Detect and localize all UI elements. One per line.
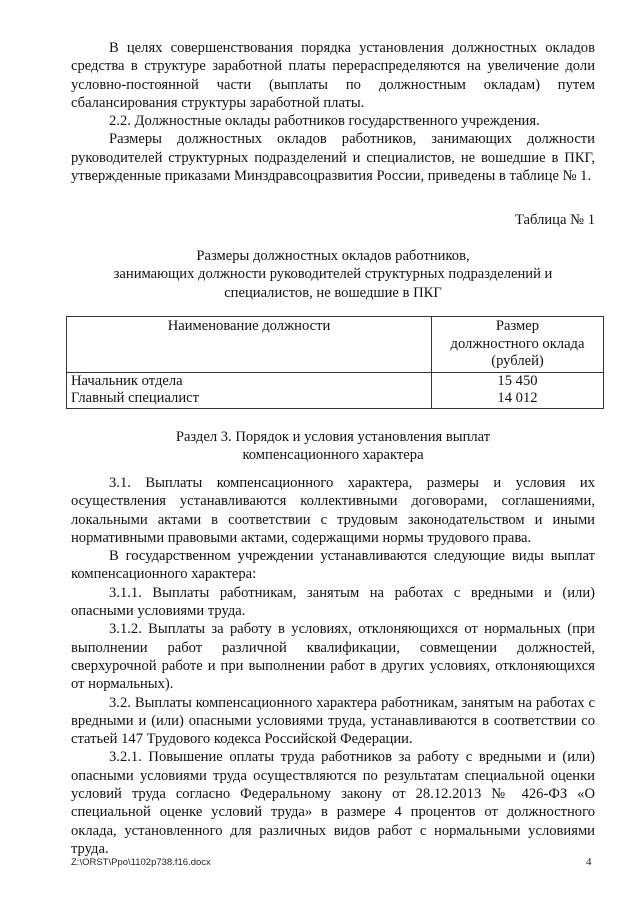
table-title-line-2: занимающих должности руководителей структурных подразделений и <box>113 266 553 283</box>
intro-paragraph-2: 2.2. Должностные оклады работников государственного учреждения. <box>109 113 540 130</box>
section-title-line-2: компенсационного характера <box>242 447 424 464</box>
paragraph-compensation-types: В государственном учреждении устанавливаются следующие виды выплат компенсационного характера: <box>71 548 595 583</box>
table-number-label: Таблица № 1 <box>515 212 595 228</box>
header-salary-line-2: должностного оклада <box>450 335 585 352</box>
section-3-body <box>71 474 595 858</box>
section-3-heading <box>71 428 595 465</box>
intro-paragraph-3: Размеры должностных окладов работников, занимающих должности руководителей структурных подразделений и специалистов, не вошедшие в ПКГ, утвержденные приказами Минздравсоцразвития России, приведены в таблице № 1. <box>71 131 595 185</box>
table-cell-salary: 15 450 <box>432 372 604 390</box>
table-row <box>67 372 604 390</box>
table-cell-salary: 14 012 <box>432 390 604 408</box>
page-number: 4 <box>586 856 592 868</box>
section-title-line-1: Раздел 3. Порядок и условия установления выплат <box>175 429 491 445</box>
header-salary <box>432 317 604 373</box>
table-cell-position: Начальник отдела <box>67 372 432 390</box>
header-position: Наименование должности <box>67 317 432 373</box>
table-title-line-1: Размеры должностных окладов работников, <box>196 248 470 264</box>
header-salary-line-1: Размер <box>495 318 540 334</box>
paragraph-3-2: 3.2. Выплаты компенсационного характера работникам, занятым на работах с вредными и (или) опасными условиями труда, устанавливаются в соответствии со статьей 147 Трудового кодекса Российской Федерации. <box>71 694 595 748</box>
paragraph-3-1-1: 3.1.1. Выплаты работникам, занятым на работах с вредными и (или) опасными условиями труда. <box>71 584 595 620</box>
salary-table <box>66 316 604 409</box>
paragraph-3-2-1: 3.2.1. Повышение оплаты труда работников за работу с вредными и (или) опасными условиями труда осуществляются по результатам специальной оценки условий труда согласно Федеральному закону от 28.12.2013 № 426-ФЗ «О специальной оценке условий труда» в размере 4 процентов от должностного оклада, установленного для различных видов работ с нормальными условиями труда. <box>71 749 595 857</box>
paragraph-3-1-2: 3.1.2. Выплаты за работу в условиях, отклоняющихся от нормальных (при выполнении работ различной квалификации, совмещении должностей, сверхурочной работе и при выполнении работ в других условиях, отклоняющихся от нормальных). <box>71 621 595 693</box>
table-header-row <box>67 317 604 373</box>
table-row <box>67 390 604 408</box>
footer-file-path: Z:\ORST\Ppo\1102p738.f16.docx <box>71 857 211 868</box>
intro-paragraph-1: В целях совершенствования порядка установления должностных окладов средства в структуре заработной платы перераспределяются на увеличение доли условно-постоянной части (выплаты по должностным окладам) путем сбалансирования структуры заработной платы. <box>71 40 595 111</box>
intro-section <box>71 39 595 185</box>
table-title-line-3: специалистов, не вошедшие в ПКГ <box>224 284 442 301</box>
table-title-block <box>71 247 595 302</box>
header-salary-line-3: (рублей) <box>491 353 544 369</box>
table-cell-position: Главный специалист <box>67 390 432 408</box>
paragraph-3-1: 3.1. Выплаты компенсационного характера, размеры и условия их осуществления устанавливаются коллективными договорами, соглашениями, локальными актами в соответствии с трудовым законодательством и иными нормативными правовыми актами, содержащими нормы трудового права. <box>71 475 595 546</box>
table-label-block <box>71 211 595 229</box>
